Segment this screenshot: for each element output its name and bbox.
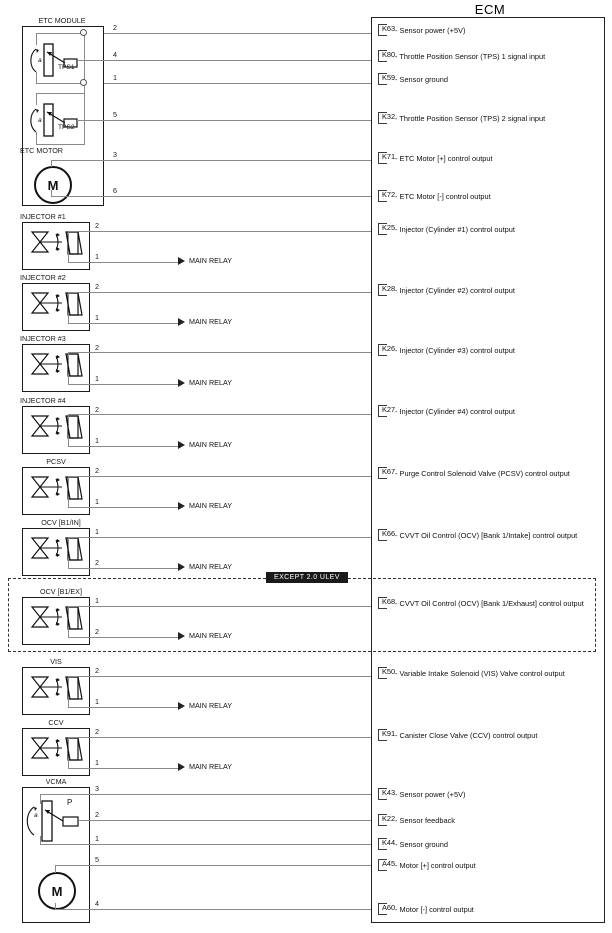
ecm-pin-k68 <box>378 597 584 609</box>
ecm-pin-description: - Injector (Cylinder #2) control output <box>395 285 515 295</box>
ecm-pin-code: K63 <box>382 24 396 33</box>
ecm-pin-code: K22 <box>382 814 396 823</box>
etc-internal-vwire-4 <box>36 93 37 105</box>
arrow-icon <box>178 563 185 571</box>
ccv-vwire-relay <box>68 758 69 769</box>
ecm-pin-description: - CVVT Oil Control (OCV) [Bank 1/Intake] control output <box>395 530 578 540</box>
wire-etc-pin5 <box>104 120 371 121</box>
tps1-label: TPS1 <box>58 64 75 71</box>
etc-motor-label: ETC MOTOR <box>20 146 63 155</box>
pin-number-vcma-2: 2 <box>95 810 99 819</box>
ecm-pin-description: - Sensor ground <box>395 839 448 849</box>
ecm-pin-description: - Variable Intake Solenoid (VIS) Valve control output <box>395 668 565 678</box>
injector1-label: INJECTOR #1 <box>20 212 66 221</box>
ocv-intake-label: OCV [B1/IN] <box>41 518 81 527</box>
pcsv-wire-top <box>68 476 371 477</box>
ecm-pin-description: - Injector (Cylinder #1) control output <box>395 224 515 234</box>
ecm-pin-description: - Sensor ground <box>395 74 448 84</box>
vcma-motor-symbol: M <box>38 872 76 910</box>
injector4-vwire-relay <box>68 436 69 447</box>
vcma-vwire-motor-plus <box>55 865 56 873</box>
ccv-wire-top <box>68 737 371 738</box>
ecm-pin-code: K80 <box>382 50 396 59</box>
vcma-vwire-p1 <box>40 836 41 845</box>
arrow-icon <box>178 763 185 771</box>
pin-number-vcma-3: 3 <box>95 784 99 793</box>
injector4-symbol <box>26 410 86 455</box>
etc-motor-vwire-top <box>51 160 52 167</box>
etc-motor-symbol: M <box>34 166 72 204</box>
arrow-icon <box>178 502 185 510</box>
ecm-pin-description: - Motor [+] control output <box>395 860 476 870</box>
pcsv-wire-relay <box>68 507 178 508</box>
ecm-pin-description: - Injector (Cylinder #3) control output <box>395 345 515 355</box>
ecm-pin-code: K66 <box>382 529 396 538</box>
main-relay-vis <box>178 701 232 710</box>
injector4-label: INJECTOR #4 <box>20 396 66 405</box>
ecm-pin-code: K43 <box>382 788 396 797</box>
pin-bracket-icon <box>378 903 396 915</box>
ocv-exhaust-wire-relay <box>68 637 178 638</box>
pin-number-vcma-5: 5 <box>95 855 99 864</box>
ecm-pin-description: - CVVT Oil Control (OCV) [Bank 1/Exhaust] control output <box>395 598 584 608</box>
ecm-pin-description: - ETC Motor [-] control output <box>395 191 491 201</box>
ecm-pin-k27 <box>378 405 515 417</box>
vis-wire-relay <box>68 707 178 708</box>
pin-bracket-icon <box>378 467 396 479</box>
ecm-pin-k67 <box>378 467 570 479</box>
main-relay-label: MAIN RELAY <box>189 317 233 326</box>
etc-internal-wire-tps2-sig <box>77 120 104 121</box>
pcsv-symbol <box>26 471 86 516</box>
ecm-pin-k43 <box>378 788 465 800</box>
pin-number-vis-2: 2 <box>95 666 99 675</box>
ccv-label: CCV <box>48 718 64 727</box>
ccv-wire-relay <box>68 768 178 769</box>
wire-etc-pin3 <box>104 160 371 161</box>
etc-internal-vwire-5 <box>36 132 37 145</box>
pin-bracket-icon <box>378 152 396 164</box>
main-relay-ccv <box>178 762 232 771</box>
vcma-wire-p3 <box>40 794 371 795</box>
ocv-intake-vwire-top <box>68 537 69 547</box>
etc-internal-wire-tps2-bot <box>36 144 84 145</box>
etc-internal-wire-tps1-gnd <box>36 83 84 84</box>
etc-motor-vwire-bot <box>51 190 52 197</box>
vis-wire-top <box>68 676 371 677</box>
injector2-wire-top <box>68 292 371 293</box>
arrow-icon <box>178 441 185 449</box>
pin-bracket-icon <box>378 50 396 62</box>
pin-number-etc-2: 2 <box>113 23 117 32</box>
injector1-wire-relay <box>68 262 178 263</box>
arrow-icon <box>178 257 185 265</box>
pin-number-vcma-4: 4 <box>95 899 99 908</box>
ecm-pin-description: - Canister Close Valve (CCV) control output <box>395 730 538 740</box>
pin-bracket-icon <box>378 814 396 826</box>
main-relay-injector4 <box>178 440 232 449</box>
ocv-exhaust-vwire-relay <box>68 627 69 638</box>
ecm-pin-code: K59 <box>382 73 396 82</box>
injector1-vwire-top <box>68 231 69 241</box>
ocv-intake-symbol <box>26 532 86 577</box>
main-relay-label: MAIN RELAY <box>189 440 233 449</box>
ocv-intake-vwire-relay <box>68 558 69 569</box>
pin-number-etc-3: 3 <box>113 150 117 159</box>
etc-internal-vwire-3 <box>84 33 85 145</box>
pin-bracket-icon <box>378 667 396 679</box>
ecm-title: ECM <box>474 2 506 17</box>
pin-bracket-icon <box>378 223 396 235</box>
ecm-pin-code: K71 <box>382 152 396 161</box>
ecm-pin-code: K91 <box>382 729 396 738</box>
main-relay-injector2 <box>178 317 232 326</box>
ocv-exhaust-wire-top <box>68 606 371 607</box>
injector3-vwire-relay <box>68 374 69 385</box>
injector2-label: INJECTOR #2 <box>20 273 66 282</box>
pin-number-inj2-1: 1 <box>95 313 99 322</box>
vis-vwire-relay <box>68 697 69 708</box>
ecm-pin-description: - ETC Motor [+] control output <box>395 153 493 163</box>
pin-number-inj4-1: 1 <box>95 436 99 445</box>
pin-number-ccv-1: 1 <box>95 758 99 767</box>
ecm-pin-description: - Motor [-] control output <box>395 904 474 914</box>
ecm-pin-description: - Sensor power (+5V) <box>395 25 466 35</box>
except-ulev-banner: EXCEPT 2.0 ULEV <box>266 572 348 583</box>
junction-node-1 <box>80 29 87 36</box>
ecm-pin-code: K28 <box>382 284 396 293</box>
ecm-pin-k63 <box>378 24 465 36</box>
pin-bracket-icon <box>378 529 396 541</box>
vcma-vwire-motor-minus <box>55 903 56 910</box>
ecm-pin-code: K25 <box>382 223 396 232</box>
pin-bracket-icon <box>378 112 396 124</box>
pin-bracket-icon <box>378 788 396 800</box>
etc-motor-wire-bot <box>51 196 104 197</box>
main-relay-label: MAIN RELAY <box>189 701 233 710</box>
pin-bracket-icon <box>378 284 396 296</box>
ecm-pin-k28 <box>378 284 515 296</box>
injector3-wire-relay <box>68 384 178 385</box>
pcsv-label: PCSV <box>46 457 66 466</box>
injector3-vwire-top <box>68 352 69 362</box>
injector2-wire-relay <box>68 323 178 324</box>
injector1-symbol <box>26 226 86 271</box>
injector2-vwire-top <box>68 292 69 302</box>
ecm-pin-k71 <box>378 152 493 164</box>
main-relay-label: MAIN RELAY <box>189 562 233 571</box>
ecm-pin-k44 <box>378 838 448 850</box>
ecm-pin-description: - Injector (Cylinder #4) control output <box>395 406 515 416</box>
arrow-icon <box>178 379 185 387</box>
ecm-pin-code: K68 <box>382 597 396 606</box>
pin-bracket-icon <box>378 190 396 202</box>
pin-number-ccv-2: 2 <box>95 727 99 736</box>
ccv-vwire-top <box>68 737 69 747</box>
etc-internal-wire-tps1-sig <box>77 60 104 61</box>
ecm-pin-k32 <box>378 112 545 124</box>
alpha-symbol-tps2: a <box>38 117 42 124</box>
ecm-pin-code: K26 <box>382 344 396 353</box>
vcma-sensor-p-label: P <box>67 798 73 807</box>
etc-internal-wire-top <box>36 33 84 34</box>
pin-number-vcma-1: 1 <box>95 834 99 843</box>
ocv-intake-wire-top <box>68 537 371 538</box>
ecm-pin-a45 <box>378 859 476 871</box>
ecm-pin-k59 <box>378 73 448 85</box>
ecm-pin-code: K67 <box>382 467 396 476</box>
main-relay-label: MAIN RELAY <box>189 631 233 640</box>
pin-number-inj1-2: 2 <box>95 221 99 230</box>
ecm-pin-code: K72 <box>382 190 396 199</box>
ecm-pin-description: - Throttle Position Sensor (TPS) 2 signal input <box>395 113 546 123</box>
wire-etc-pin2 <box>104 33 371 34</box>
pin-bracket-icon <box>378 344 396 356</box>
ccv-symbol <box>26 732 86 777</box>
arrow-icon <box>178 318 185 326</box>
ecm-pin-description: - Sensor power (+5V) <box>395 789 466 799</box>
ecm-pin-code: A45 <box>382 859 396 868</box>
main-relay-label: MAIN RELAY <box>189 501 233 510</box>
main-relay-label: MAIN RELAY <box>189 762 233 771</box>
ecm-pin-code: A60 <box>382 903 396 912</box>
pin-number-etc-4: 4 <box>113 50 117 59</box>
injector1-vwire-relay <box>68 252 69 263</box>
injector4-vwire-top <box>68 414 69 424</box>
pin-bracket-icon <box>378 859 396 871</box>
ecm-pin-k80 <box>378 50 545 62</box>
ecm-pin-description: - Sensor feedback <box>395 815 455 825</box>
alpha-symbol-vcma: a <box>34 812 38 819</box>
wire-etc-pin4 <box>104 60 371 61</box>
pin-bracket-icon <box>378 597 396 609</box>
etc-internal-wire-tps2-top <box>36 93 84 94</box>
pin-number-ocvin-2: 2 <box>95 558 99 567</box>
pin-number-etc-5: 5 <box>113 110 117 119</box>
pin-number-ocvin-1: 1 <box>95 527 99 536</box>
ecm-pin-k72 <box>378 190 491 202</box>
ecm-pin-code: K44 <box>382 838 396 847</box>
arrow-icon <box>178 632 185 640</box>
ocv-intake-wire-relay <box>68 568 178 569</box>
injector2-vwire-relay <box>68 313 69 324</box>
ecm-pin-code: K27 <box>382 405 396 414</box>
main-relay-injector1 <box>178 256 232 265</box>
ecm-pin-a60 <box>378 903 474 915</box>
ecm-pin-k91 <box>378 729 537 741</box>
junction-node-2 <box>80 79 87 86</box>
main-relay-label: MAIN RELAY <box>189 378 233 387</box>
injector3-symbol <box>26 348 86 393</box>
pin-bracket-icon <box>378 73 396 85</box>
injector1-wire-top <box>68 231 371 232</box>
pin-number-pcsv-1: 1 <box>95 497 99 506</box>
pin-number-etc-6: 6 <box>113 186 117 195</box>
ecm-pin-k26 <box>378 344 515 356</box>
pin-number-pcsv-2: 2 <box>95 466 99 475</box>
pin-bracket-icon <box>378 24 396 36</box>
ecm-pin-code: K32 <box>382 112 396 121</box>
pin-number-ocvex-1: 1 <box>95 596 99 605</box>
injector4-wire-top <box>68 414 371 415</box>
pin-number-ocvex-2: 2 <box>95 627 99 636</box>
pin-number-inj1-1: 1 <box>95 252 99 261</box>
etc-internal-vwire-1 <box>36 33 37 45</box>
vcma-label: VCMA <box>45 777 67 786</box>
alpha-symbol-tps1: a <box>38 57 42 64</box>
main-relay-pcsv <box>178 501 232 510</box>
wire-etc-pin1 <box>104 83 371 84</box>
etc-module-label: ETC MODULE <box>38 16 86 25</box>
ecm-pin-code: K50 <box>382 667 396 676</box>
injector3-label: INJECTOR #3 <box>20 334 66 343</box>
ocv-exhaust-label: OCV [B1/EX] <box>40 587 82 596</box>
pin-bracket-icon <box>378 405 396 417</box>
wire-etc-pin6 <box>104 196 371 197</box>
main-relay-ocv-intake <box>178 562 232 571</box>
vcma-wire-motor-minus <box>55 909 371 910</box>
ecm-pin-description: - Purge Control Solenoid Valve (PCSV) control output <box>395 468 570 478</box>
pin-number-inj3-1: 1 <box>95 374 99 383</box>
main-relay-label: MAIN RELAY <box>189 256 233 265</box>
etc-motor-wire-top <box>51 160 104 161</box>
ecm-pin-k66 <box>378 529 577 541</box>
tps2-label: TPS2 <box>58 124 75 131</box>
pin-number-inj3-2: 2 <box>95 343 99 352</box>
main-relay-ocv-exhaust <box>178 631 232 640</box>
vcma-wire-p2 <box>78 820 371 821</box>
pcsv-vwire-top <box>68 476 69 486</box>
injector3-wire-top <box>68 352 371 353</box>
pin-number-vis-1: 1 <box>95 697 99 706</box>
vcma-wire-motor-plus <box>55 865 371 866</box>
ocv-exhaust-symbol <box>26 601 86 646</box>
injector4-wire-relay <box>68 446 178 447</box>
injector2-symbol <box>26 287 86 332</box>
etc-internal-vwire-2 <box>36 72 37 84</box>
arrow-icon <box>178 702 185 710</box>
ecm-pin-k50 <box>378 667 565 679</box>
pin-number-inj2-2: 2 <box>95 282 99 291</box>
vis-vwire-top <box>68 676 69 686</box>
pin-number-etc-1: 1 <box>113 73 117 82</box>
vis-symbol <box>26 671 86 716</box>
ecm-pin-k25 <box>378 223 515 235</box>
pin-bracket-icon <box>378 729 396 741</box>
ocv-exhaust-vwire-top <box>68 606 69 616</box>
ecm-pin-k22 <box>378 814 455 826</box>
pcsv-vwire-relay <box>68 497 69 508</box>
pin-number-inj4-2: 2 <box>95 405 99 414</box>
vis-label: VIS <box>50 657 62 666</box>
vcma-wire-p1 <box>40 844 371 845</box>
pin-bracket-icon <box>378 838 396 850</box>
main-relay-injector3 <box>178 378 232 387</box>
vcma-vwire-p3 <box>40 794 41 804</box>
ecm-pin-description: - Throttle Position Sensor (TPS) 1 signal input <box>395 51 546 61</box>
